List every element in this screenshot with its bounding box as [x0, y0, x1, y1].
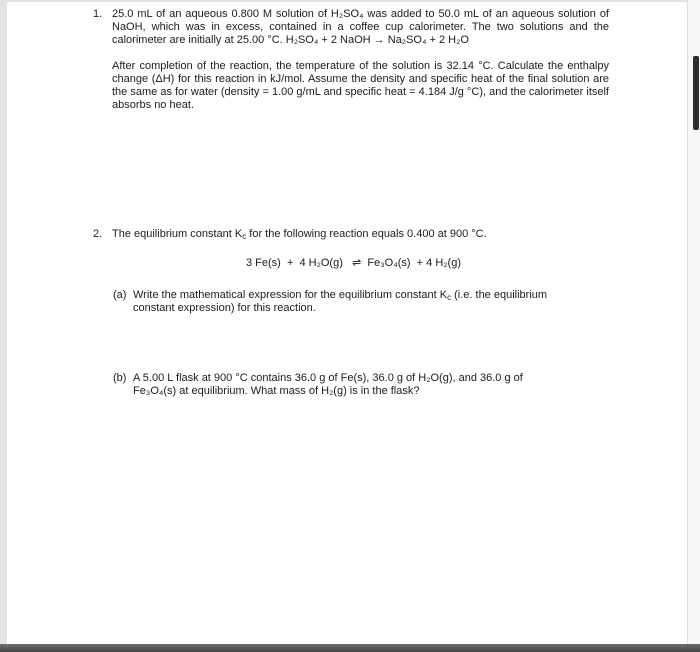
- part-a-text-pre: Write the mathematical expression for the equilibrium constant K: [133, 289, 448, 301]
- question-2-intro-pre: The equilibrium constant K: [112, 228, 243, 240]
- part-b-text: A 5.00 L flask at 900 °C contains 36.0 g of Fe(s), 36.0 g of H₂O(g), and 36.0 g of Fe₃O₄(s) at equilibrium. What mass of H₂(g) is in the flask?: [133, 372, 523, 397]
- question-2-part-a: [113, 289, 589, 315]
- question-2-equation: 3 Fe(s) + 4 H₂O(g) ⇌ Fe₃O₄(s) + 4 H₂(g): [246, 257, 461, 269]
- part-a-text-post: (i.e. the equilibrium constant expression) for this reaction.: [133, 289, 548, 314]
- question-2-number: 2.: [93, 228, 103, 240]
- question-2: [93, 228, 652, 241]
- scrollbar[interactable]: [687, 0, 700, 644]
- question-1-paragraph-1: 25.0 mL of an aqueous 0.800 M solution of H₂SO₄ was added to 50.0 mL of an aqueous solution of NaOH, which was in excess, contained in a coffee cup calorimeter. The two solutions and the calorimeter are initially at 25.00 °C. H₂SO₄ + 2 NaOH → Na₂SO₄ + 2 H₂O: [112, 8, 609, 46]
- bottom-bar: [0, 644, 700, 652]
- question-1-paragraph-2: After completion of the reaction, the temperature of the solution is 32.14 °C. Calculate the enthalpy change (ΔH) for this reaction in kJ/mol. Assume the density and specific heat of the final solution are the same as for water (density = 1.00 g/mL and specific heat = 4.184 J/g °C), and the calorimeter itself absorbs no heat.: [112, 60, 609, 111]
- question-1-body: [112, 8, 609, 112]
- document-page: [7, 2, 687, 644]
- part-a-text: [133, 289, 589, 315]
- question-2-part-b: [113, 372, 569, 398]
- part-b-label: (b): [113, 372, 127, 384]
- scrollbar-thumb[interactable]: [693, 56, 699, 130]
- question-2-intro-subscript: c: [242, 232, 247, 241]
- question-2-intro-post: for the following reaction equals 0.400 at 900 °C.: [246, 228, 487, 240]
- question-1-number: 1.: [93, 8, 103, 20]
- question-2-intro: [112, 228, 652, 241]
- part-a-label: (a): [113, 289, 127, 301]
- part-a-text-subscript: c: [447, 293, 452, 302]
- question-1: [93, 8, 609, 112]
